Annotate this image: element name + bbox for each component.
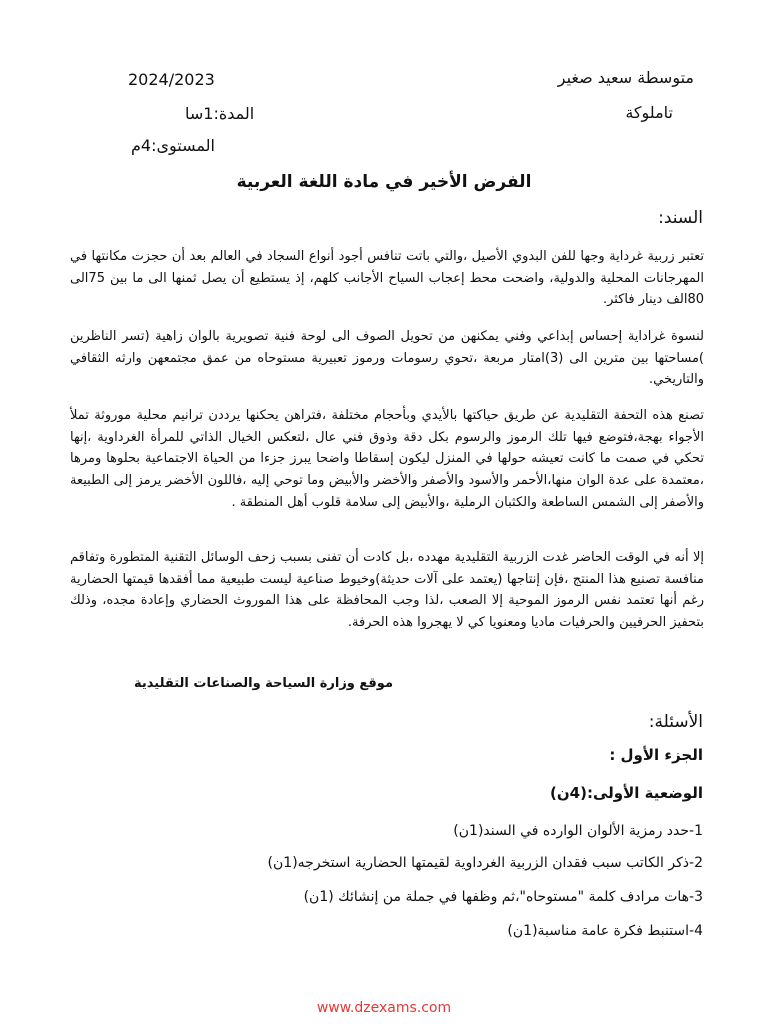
paragraph-2: لنسوة غراداية إحساس إبداعي وفني يمكنهن من تحويل الصوف الى لوحة فنية تصويرية بالوان زاهية (تسر الناظرين )مساحتها بين مترين الى (3)امتار مربعة ،تحوي رسومات ورموز تعبيرية مستوحاه من عمق مجتمعهن وارثه الثقافي والتاريخي. bbox=[70, 329, 705, 388]
school-name: متوسطة سعيد صغير bbox=[557, 68, 694, 87]
question-3: 3-هات مرادف كلمة "مستوحاه"،ثم وظفها في جملة من إنشائك (1ن) bbox=[303, 889, 703, 905]
part-one-heading: الجزء الأول : bbox=[609, 746, 703, 764]
question-4: 4-استنبط فكرة عامة مناسبة(1ن) bbox=[507, 923, 703, 939]
questions-label: الأسئلة: bbox=[648, 712, 703, 732]
paragraph-4: إلا أنه في الوقت الحاضر غدت الزربية التقليدية مهدده ،بل كادت أن تفنى بسبب زحف الوسائل التقنية المتطورة وتفاقم منافسة تصنيع هذا المنتج ،فإن إنتاجها (يعتمد على آلات حديثة)وخيوط صناعية ليست طبيعية مما أفقدها قيمتها الحضارية رغم أنها تعتمد نفس الرموز الموحية إلا الصعب ،لذا وجب المحافظة على هذا الموروث الحضاري وإعادة مجده، وذلك بتحفيز الحرفيين والحرفيات ماديا ومعنويا كي لا يهجروا هذه الحرفة. bbox=[70, 550, 704, 631]
school-year: 2024/2023 bbox=[128, 70, 215, 89]
situation-one-heading: الوضعية الأولى:(4ن) bbox=[550, 784, 703, 802]
student-level: المستوى:4م bbox=[131, 136, 215, 155]
paragraph-1: تعتبر زربية غرداية وجها للفن البدوي الأصيل ،والتي باتت تنافس أجود أنواع السجاد في العالم بعد أن حجزت مكانتها في المهرجانات المحلية والدولية، واضحت محط إعجاب السياح الأجانب كلهم، إذ يستطيع أن يصل ثمنها الى ما بين 75الى 80الف دينار فاكثر. bbox=[70, 249, 704, 308]
question-1: 1-حدد رمزية الألوان الوارده في السند(1ن) bbox=[453, 823, 703, 839]
text-source: موقع وزارة السياحة والصناعات التقليدية bbox=[134, 676, 394, 691]
text-label: السند: bbox=[658, 208, 703, 228]
question-2: 2-ذكر الكاتب سبب فقدان الزربية الغرداوية لقيمتها الحضارية استخرجه(1ن) bbox=[267, 855, 703, 871]
footer-website-link[interactable]: www.dzexams.com bbox=[316, 1000, 452, 1016]
paragraph-3: تصنع هذه التحفة التقليدية عن طريق حياكتها بالأيدي وبأحجام مختلفة ،فتراهن يحكنها يرددن ترانيم محلية موروثة تملأ الأجواء بهجة،فتوضع فيها تلك الرموز والرسوم بكل دقة وذوق فني عال ،لتعكس الخيال الذاتي للمرأة الغرداوية ،إنها تحكي في صمت ما كانت تعيشه حولها في المنزل ليكون إسقاطا واضحا يبرز جزءا من الحياة الاجتماعية بحلوها ومرها ،معتمدة على عدة الوان منها،الأحمر والأسود والأصفر والأخضر والأبيض وما توحي إليه ،فاللون الأخضر يرمز إلى الطبيعة والأصفر إلى الشمس الساطعة والكثبان الرملية ،والأبيض إلى سلامة قلوب أهل المنطقة . bbox=[70, 408, 704, 510]
exam-title: الفرض الأخير في مادة اللغة العربية bbox=[236, 172, 532, 192]
exam-duration: المدة:1سا bbox=[185, 104, 255, 123]
town-name: تاملوكة bbox=[625, 103, 673, 122]
